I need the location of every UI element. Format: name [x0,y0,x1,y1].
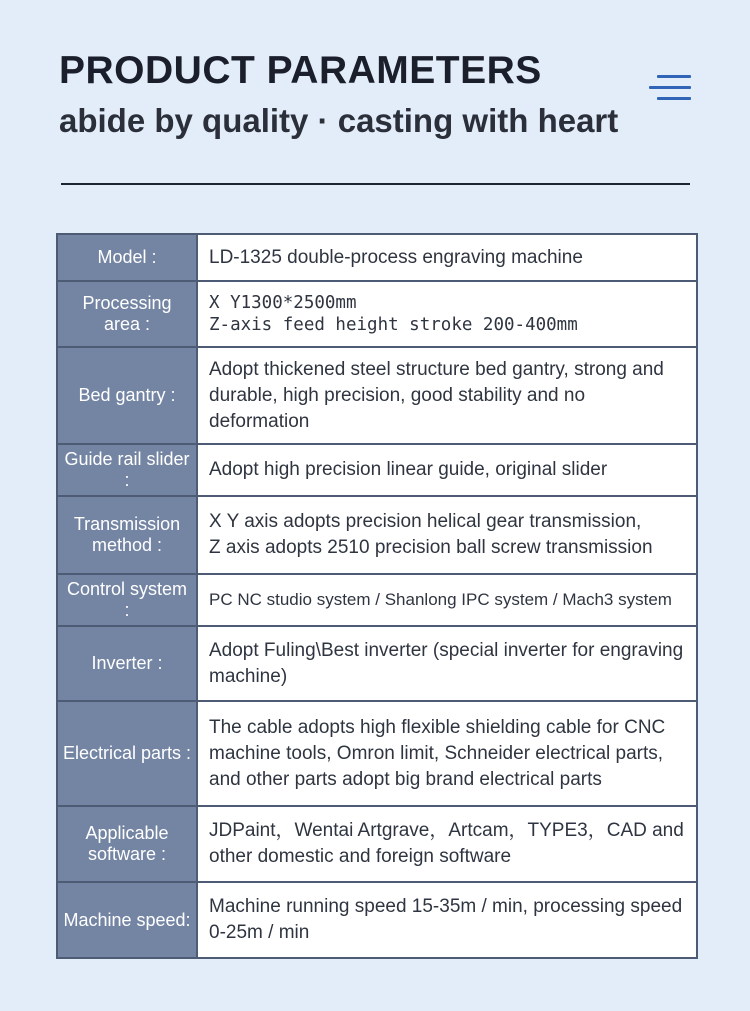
page-subtitle: abide by quality · casting with heart [59,102,619,139]
row-value: Adopt high precision linear guide, original slider [197,444,697,496]
table-row-inverter [57,626,697,701]
table-row-bed-gantry [57,347,697,444]
row-label: Guide rail slider : [57,444,197,496]
table-row-machine-speed [57,882,697,958]
table-row-transmission [57,496,697,574]
row-label: Control system : [57,574,197,626]
row-value: X Y axis adopts precision helical gear transmission, Z axis adopts 2510 precision ball screw transmission [197,496,697,574]
table-row-processing-area [57,281,697,347]
row-value: Machine running speed 15-35m / min, processing speed 0-25m / min [197,882,697,958]
row-label: Electrical parts : [57,701,197,806]
row-label: Applicable software : [57,806,197,882]
row-value: X Y1300*2500mm Z-axis feed height stroke 200-400mm [197,281,697,347]
row-label: Model : [57,234,197,281]
table-row-control-system [57,574,697,626]
row-value: PC NC studio system / Shanlong IPC system / Mach3 system [197,574,697,626]
page-title: PRODUCT PARAMETERS [59,49,542,92]
row-value: LD-1325 double-process engraving machine [197,234,697,281]
table-row-applicable-software [57,806,697,882]
row-value: The cable adopts high flexible shielding cable for CNC machine tools, Omron limit, Schneider electrical parts, and other parts adopt big brand electrical parts [197,701,697,806]
row-label: Machine speed: [57,882,197,958]
row-value: Adopt Fuling\Best inverter (special inverter for engraving machine) [197,626,697,701]
row-value: JDPaint，Wentai Artgrave，Artcam，TYPE3，CAD and other domestic and foreign software [197,806,697,882]
table-row-electrical-parts [57,701,697,806]
row-label: Transmission method : [57,496,197,574]
row-label: Inverter : [57,626,197,701]
row-value: Adopt thickened steel structure bed gantry, strong and durable, high precision, good stability and no deformation [197,347,697,444]
row-label: Processing area : [57,281,197,347]
header-divider [61,183,690,185]
table-row-guide-rail [57,444,697,496]
row-label: Bed gantry : [57,347,197,444]
parameters-table [56,233,698,959]
hamburger-menu-icon[interactable] [649,75,691,103]
table-row-model [57,234,697,281]
